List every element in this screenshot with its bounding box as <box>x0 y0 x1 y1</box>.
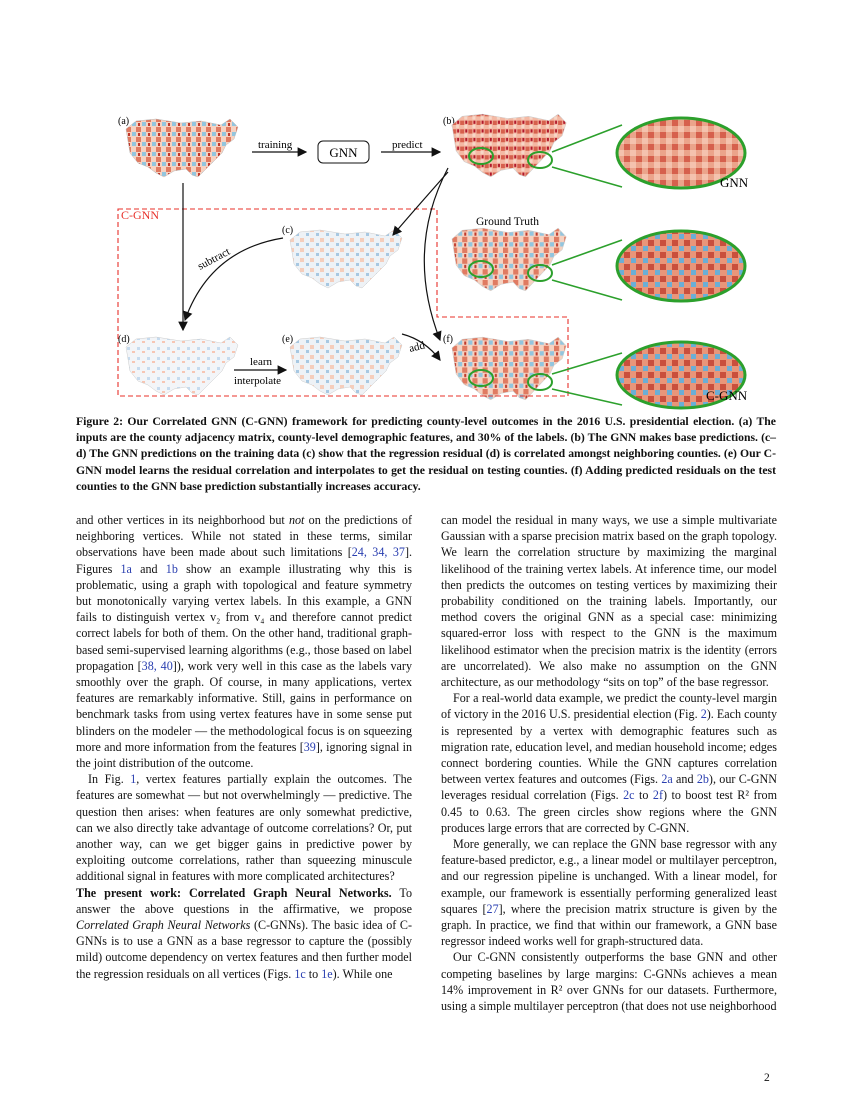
figure-link[interactable]: 1c <box>294 966 306 981</box>
zoom-gnn-label: GNN <box>720 175 749 190</box>
figure-link[interactable]: 1 <box>130 772 137 787</box>
right-column <box>441 512 777 1014</box>
section-heading: The present work: Correlated Graph Neural Networks. <box>76 885 392 900</box>
map-d-residual <box>126 337 238 395</box>
paragraph: The present work: Correlated Graph Neural Networks. To answer the above questions in the affirmative, we propose Correlated Graph Neural Networks (C-GNNs). The basic idea of C-GNNs is to use a GNN as a base regressor to capture the (possibly mild) outcome dependency on vertex features and then further model the regression residuals on all vertices (Figs. 1c to 1e). While one <box>76 885 412 981</box>
panel-label-f: (f) <box>443 334 453 345</box>
figure-link[interactable]: 1b <box>165 561 178 576</box>
page-number: 2 <box>764 1072 770 1084</box>
figure-link[interactable]: 2 <box>700 707 707 722</box>
panel-label-c: (c) <box>282 225 294 236</box>
paragraph: More generally, we can replace the GNN base regressor with any feature-based predictor, e.g., a linear model or multilayer perceptron, and our regression pipeline is unchanged. With a linear model, for example, our framework is essentially performing generalized least squares [27], where the precision matrix structure is given by the graph. In practice, we find that within our framework, a GNN base regressor indeed works well for graph-structured data. <box>441 837 778 949</box>
citation-link[interactable]: 38, 40 <box>141 658 173 673</box>
zoom-connectors <box>552 125 622 405</box>
panel-label-b: (b) <box>443 116 455 127</box>
map-a-inputs <box>126 119 238 177</box>
citation-link[interactable]: 39 <box>303 739 316 754</box>
map-e-interpolated-residual <box>290 337 402 395</box>
figure-link[interactable]: 2b <box>696 772 709 787</box>
paragraph: and other vertices in its neighborhood but not on the predictions of neighboring vertices. While not stated in these terms, similar observations have been made about such limitations [24, 34, 37]. Figures 1a and 1b show an example illustrating why this is problematic, using a graph with topological and feature symmetry but monotonically varying vertex labels. In this example, a GNN fails to distinguish vertex v₂ from v₄ and therefore cannot predict correct labels for both of them. On the other hand, traditional graph-based semi-supervised learning algorithms (e.g., those based on label propagation [38, 40]), work very well in this case as the labels vary smoothly over the graph. Of course, in many applications, vertex features are remarkably informative. Still, gains in performance on benchmark tasks from using vertex features have in some sense put blinders on the modeler — the methodological focus is on squeezing more and more information from the features [39], ignoring signal in the joint distribution of the outcome. <box>76 513 412 771</box>
figure-caption: Figure 2: Our Correlated GNN (C-GNN) framework for predicting county-level outcomes in the 2016 U.S. presidential election. (a) The inputs are the county adjacency matrix, county-level demographic features, and 30% of the labels. (b) The GNN makes base predictions. (c–d) The GNN predictions on the training data (c) show that the regression residual (d) is correlated amongst neighboring counties. (e) Our C-GNN model learns the residual correlation and interpolates to get the residual on testing counties. (f) Adding predicted residuals on the test counties to the GNN base prediction substantially increases accuracy. <box>76 415 776 493</box>
citation-link[interactable]: 24, 34, 37 <box>351 545 405 560</box>
add-label: add <box>407 339 427 355</box>
map-b-gnn-prediction <box>452 114 566 177</box>
figure-link[interactable]: 2f <box>652 788 663 803</box>
zoom-oval-ground-truth <box>617 231 745 301</box>
ground-truth-label: Ground Truth <box>476 216 539 228</box>
panel-label-e: (e) <box>282 334 294 345</box>
arrow-b-to-c <box>393 172 448 235</box>
figure-link[interactable]: 2c <box>623 788 635 803</box>
zoom-cgnn-label: C-GNN <box>706 388 748 403</box>
subtract-label: subtract <box>195 245 233 273</box>
paragraph: In Fig. 1, vertex features partially explain the outcomes. The features are somewhat — but not overwhelmingly — predictive. The question then arises: when features are only somewhat predictive, can we also directly take advantage of outcome correlations? Or, put another way, can we get bigger gains in predictive power by exploiting outcome correlations, rather than squeezing minuscule additional signal in features with more complicated architectures? <box>76 772 412 884</box>
map-c-training-predictions <box>290 230 402 288</box>
figure-2 <box>0 0 850 410</box>
left-column <box>76 512 412 982</box>
citation-link[interactable]: 27 <box>486 901 499 916</box>
panel-label-d: (d) <box>118 334 130 345</box>
figure-link[interactable]: 2a <box>661 772 673 787</box>
figure-link[interactable]: 1e <box>321 966 333 981</box>
arrow-b-to-f <box>424 168 448 340</box>
figure-link[interactable]: 1a <box>120 561 132 576</box>
paragraph: For a real-world data example, we predict the county-level margin of victory in the 2016 U.S. presidential election (Fig. 2). Each county is represented by a vertex with demographic features such as migration rate, education level, and median household income; edges connect bordering counties. While the GNN captures correlation between vertex features and outcomes (Figs. 2a and 2b), our C-GNN leverages residual correlation (Figs. 2c to 2f) to boost test R² from 0.45 to 0.63. The green circles show regions where the GNN produces large errors that are corrected by C-GNN. <box>441 691 778 835</box>
training-label: training <box>258 139 293 151</box>
panel-label-a: (a) <box>118 116 130 127</box>
paragraph: Our C-GNN consistently outperforms the base GNN and other competing baselines by large margins: C-GNNs achieves a mean 14% improvement in R² over GNNs for our datasets. Furthermore, using a simple multilayer perceptron (that does not use neighborhood <box>441 950 777 1014</box>
interpolate-label: interpolate <box>234 375 282 387</box>
map-ground-truth <box>452 228 566 291</box>
cgnn-region-label: C-GNN <box>121 208 159 222</box>
predict-label: predict <box>392 139 423 151</box>
subtract-arrow <box>185 238 283 320</box>
paragraph: can model the residual in many ways, we use a simple multivariate Gaussian with a sparse precision matrix based on the graph topology. We learn the correlation structure by maximizing the marginal likelihood of the training vertex labels. At inference time, our model then predicts the outcomes on testing vertices by maximizing their probability conditioned on the training labels. Importantly, our method covers the original GNN as a special case: minimizing squared-error loss with respect to the GNN is the maximum likelihood estimator when the precision matrix is the identity (errors are uncorrelated). We also make no assumption on the GNN architecture, as our methodology “sits on top” of the base regressor. <box>441 513 777 690</box>
learn-label: learn <box>250 356 272 368</box>
map-f-cgnn-prediction <box>452 337 566 400</box>
gnn-box-label: GNN <box>329 145 358 160</box>
